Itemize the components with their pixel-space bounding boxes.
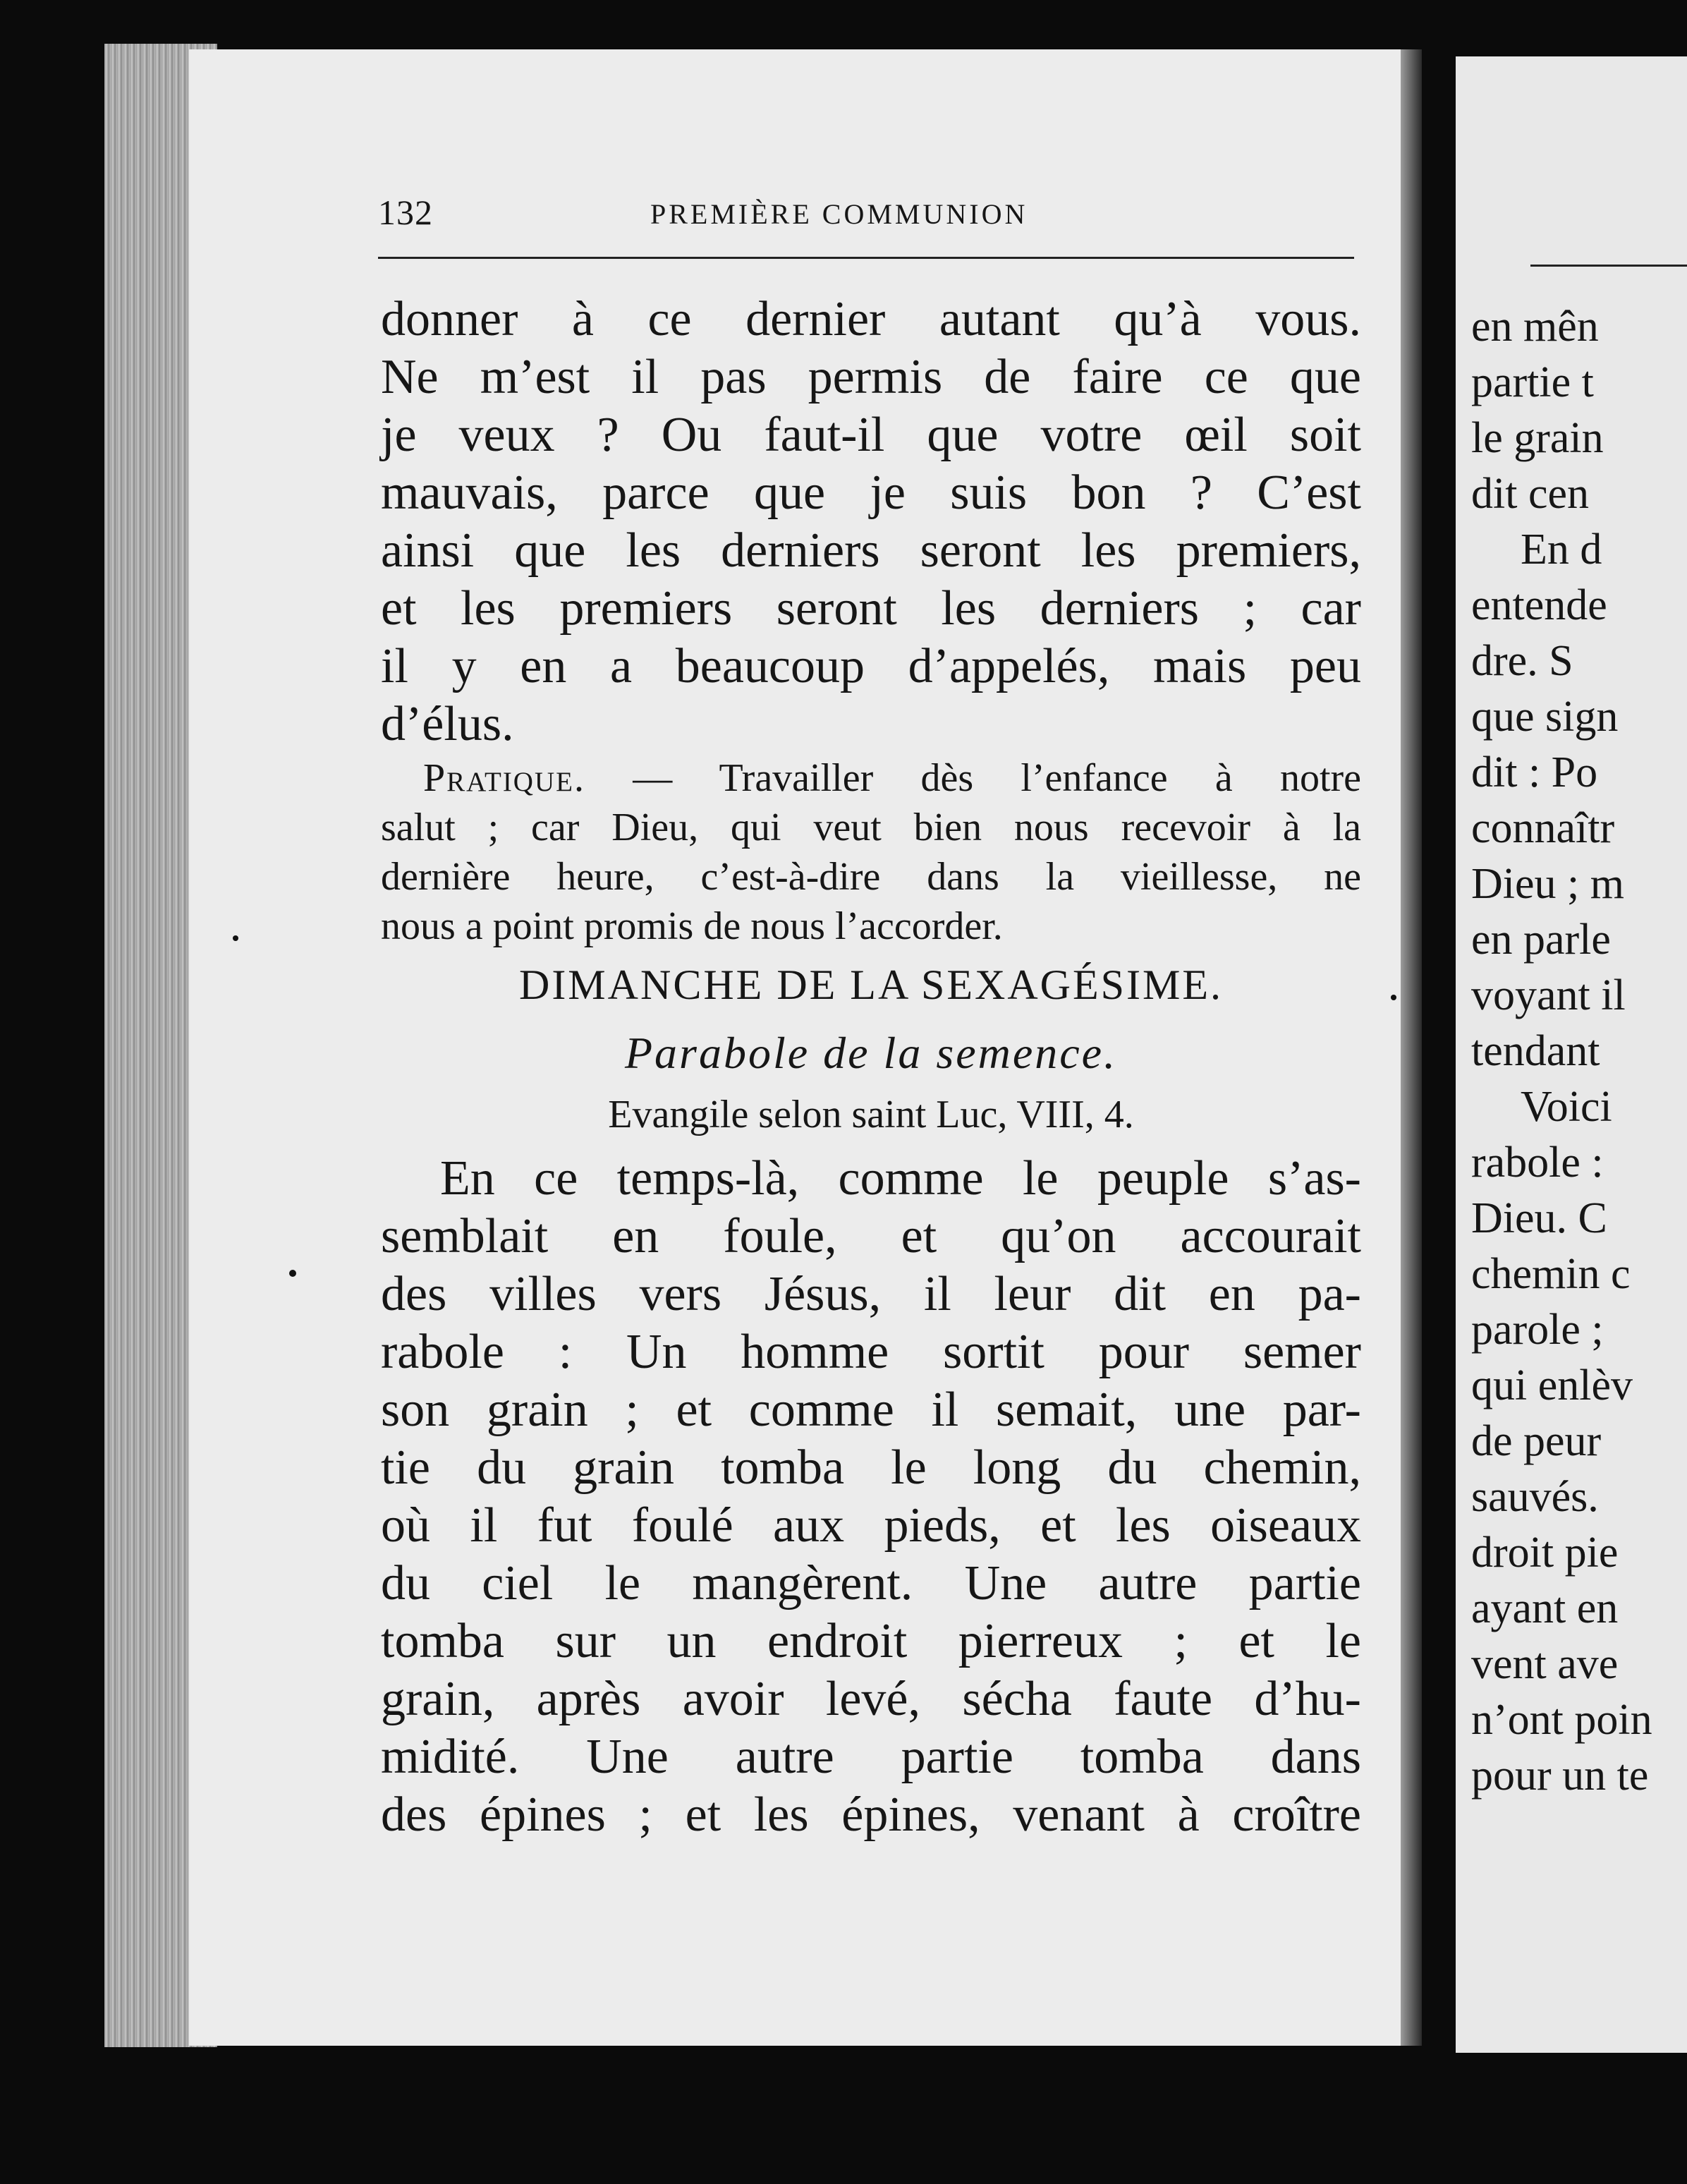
right-line: Voici <box>1521 1083 1612 1131</box>
text-line: des épines ; et les épines, venant à croître <box>381 1788 1361 1842</box>
text-line: je veux ? Ou faut-il que votre œil soit <box>381 408 1361 462</box>
text-line: des villes vers Jésus, il leur dit en pa- <box>381 1267 1361 1321</box>
header-rule <box>378 257 1354 259</box>
opening-paragraph <box>381 291 1361 753</box>
text-line: tomba sur un endroit pierreux ; et le <box>381 1614 1361 1668</box>
text-line: En ce temps-là, comme le peuple s’as- <box>440 1151 1361 1206</box>
right-line: parole ; <box>1471 1306 1604 1354</box>
page-number: 132 <box>378 193 433 232</box>
right-line: vent ave <box>1471 1640 1619 1688</box>
practice-line <box>381 753 1361 803</box>
text-line: tie du grain tomba le long du chemin, <box>381 1440 1361 1495</box>
right-line: entende <box>1471 581 1607 629</box>
right-line: que sign <box>1471 693 1619 741</box>
text-line: mauvais, parce que je suis bon ? C’est <box>381 466 1361 520</box>
text-line: rabole : Un homme sortit pour semer <box>381 1325 1361 1379</box>
right-line: dit cen <box>1471 470 1589 518</box>
practice-line: dernière heure, c’est-à-dire dans la vieillesse, ne <box>381 855 1361 899</box>
text-line: Ne m’est il pas permis de faire ce que <box>381 350 1361 404</box>
section-title: DIMANCHE DE LA SEXAGÉSIME. <box>519 961 1223 1008</box>
gospel-paragraph <box>381 1150 1361 1844</box>
text-line: du ciel le mangèrent. Une autre partie <box>381 1556 1361 1610</box>
right-page-text <box>1471 299 1687 1804</box>
right-line: connaîtr <box>1471 804 1615 852</box>
section-reference: Evangile selon saint Luc, VIII, 4. <box>608 1093 1134 1136</box>
practice-line: nous a point promis de nous l’accorder. <box>381 904 1003 948</box>
text-line: semblait en foule, et qu’on accourait <box>381 1209 1361 1263</box>
text-line: grain, après avoir levé, sécha faute d’hu- <box>381 1672 1361 1726</box>
practice-text: — Travailler dès l’enfance à notre <box>633 756 1362 800</box>
text-line: son grain ; et comme il semait, une par- <box>381 1383 1361 1437</box>
text-line: midité. Une autre partie tomba dans <box>381 1730 1361 1784</box>
right-line: Dieu ; m <box>1471 860 1624 908</box>
right-line: le grain <box>1471 414 1604 462</box>
right-line: ayant en <box>1471 1584 1619 1632</box>
right-line: chemin c <box>1471 1250 1631 1298</box>
right-line: pour un te <box>1471 1752 1649 1800</box>
practice-label: Pratique. <box>423 756 585 800</box>
right-line: voyant il <box>1471 971 1626 1019</box>
section-subtitle: Parabole de la semence. <box>624 1028 1118 1078</box>
text-line: où il fut foulé aux pieds, et les oiseaux <box>381 1498 1361 1553</box>
right-line: de peur <box>1471 1417 1602 1465</box>
right-line: droit pie <box>1471 1529 1619 1577</box>
right-line: rabole : <box>1471 1139 1604 1187</box>
right-line: Dieu. C <box>1471 1194 1607 1242</box>
right-line: qui enlèv <box>1471 1361 1633 1409</box>
right-page-header-rule <box>1530 265 1687 267</box>
text-line: ainsi que les derniers seront les premiers, <box>381 523 1361 578</box>
right-line: en mên <box>1471 303 1599 351</box>
right-line: tendant <box>1471 1027 1600 1075</box>
book-gutter <box>1401 49 1422 2046</box>
right-line: dit : Po <box>1471 748 1598 796</box>
scan-speck <box>289 1270 296 1277</box>
scan-speck <box>1391 995 1396 1000</box>
text-line: donner à ce dernier autant qu’à vous. <box>381 292 1361 346</box>
scan-speck <box>233 935 238 941</box>
right-line: sauvés. <box>1471 1473 1599 1521</box>
right-line: En d <box>1521 526 1602 574</box>
text-line: d’élus. <box>381 697 514 751</box>
practice-line: salut ; car Dieu, qui veut bien nous recevoir à la <box>381 806 1361 849</box>
practice-note <box>381 753 1361 951</box>
text-line: et les premiers seront les derniers ; car <box>381 581 1361 636</box>
text-line: il y en a beaucoup d’appelés, mais peu <box>381 639 1361 693</box>
running-title: PREMIÈRE COMMUNION <box>650 198 1028 230</box>
right-line: dre. S <box>1471 637 1573 685</box>
right-line: n’ont poin <box>1471 1696 1652 1744</box>
right-line: en parle <box>1471 916 1611 964</box>
right-line: partie t <box>1471 358 1594 406</box>
